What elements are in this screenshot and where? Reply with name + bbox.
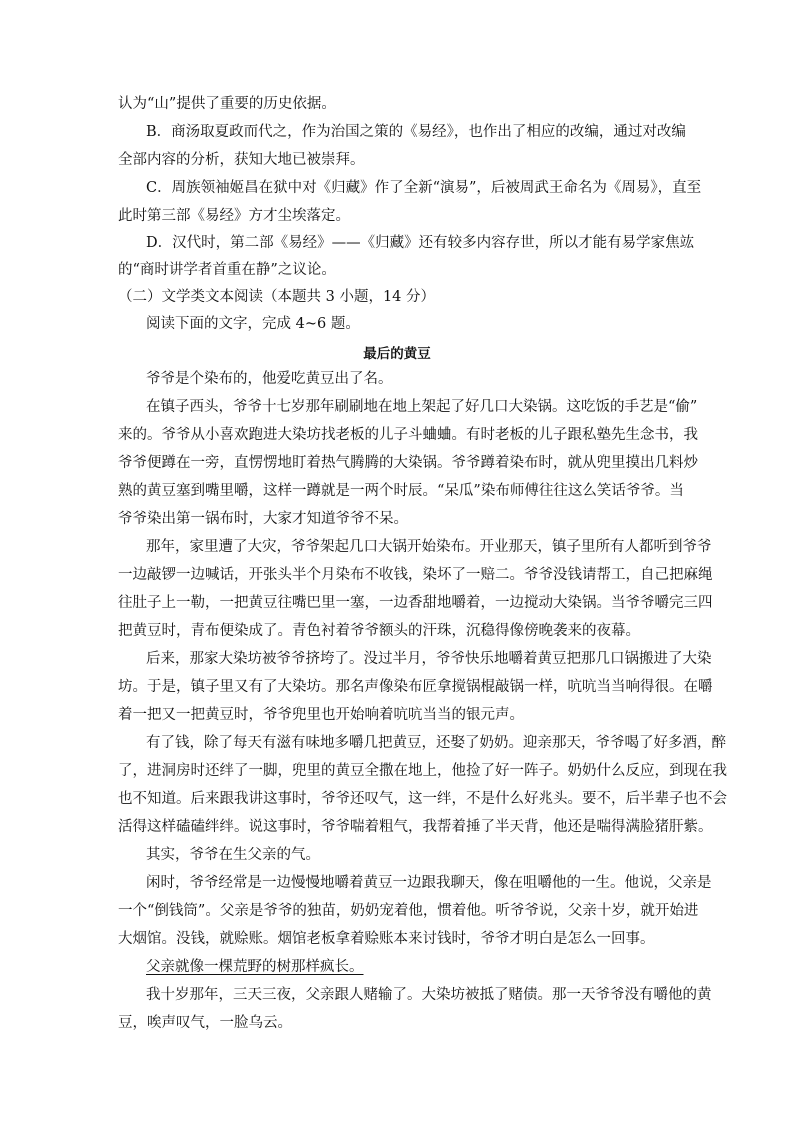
option-c-line: C．周族领袖姬昌在狱中对《归藏》作了全新“演易”，后被周武王命名为《周易》，直至 bbox=[146, 180, 702, 196]
story-line: 闲时，爷爷经常是一边慢慢地嚼着黄豆一边跟我聊天，像在咀嚼他的一生。他说，父亲是 bbox=[146, 875, 712, 891]
option-b-line: 全部内容的分析，获知大地已被崇拜。 bbox=[118, 152, 365, 168]
underlined-sentence bbox=[146, 957, 706, 977]
story-line: 熟的黄豆塞到嘴里嚼，这样一蹲就是一两个时辰。“呆瓜”染布师傅往往这么笑话爷爷。当 bbox=[118, 483, 684, 499]
story-line: 那年，家里遭了大灾，爷爷架起几口大锅开始染布。开业那天，镇子里所有人都听到爷爷 bbox=[146, 539, 712, 555]
story-line: 大烟馆。没钱，就赊账。烟馆老板拿着赊账本来讨钱时，爷爷才明白是怎么一回事。 bbox=[118, 931, 655, 947]
option-d-line: D．汉代时，第二部《易经》——《归藏》还有较多内容存世，所以才能有易学家焦竑 bbox=[146, 235, 695, 251]
story-line: 着一把又一把黄豆时，爷爷兜里也开始响着吭吭当当的银元声。 bbox=[118, 707, 524, 723]
story-line: 来的。爷爷从小喜欢跑进大染坊找老板的儿子斗蛐蛐。有时老板的儿子跟私塾先生念书，我 bbox=[118, 427, 698, 443]
story-title: 最后的黄豆 bbox=[363, 346, 431, 362]
option-d-line: 的“商时讲学者首重在静”之议论。 bbox=[118, 262, 336, 278]
story-line: 在镇子西头，爷爷十七岁那年刷刷地在地上架起了好几口大染锅。这吃饭的手艺是“偷” bbox=[146, 399, 698, 415]
story-line: 爷爷便蹲在一旁，直愣愣地盯着热气腾腾的大染锅。爷爷蹲着染布时，就从兜里摸出几料炒 bbox=[118, 455, 698, 471]
story-line: 也不知道。后来跟我讲这事时，爷爷还叹气，这一绊，不是什么好兆头。要不，后半辈子也不会 bbox=[118, 791, 727, 807]
story-line: 坊。于是，镇子里又有了大染坊。那名声像染布匠拿搅锅棍敲锅一样，吭吭当当响得很。在嚼 bbox=[118, 679, 713, 695]
section-heading: （二）文学类文本阅读（本题共 3 小题，14 分） bbox=[118, 289, 436, 305]
option-b-line: B．商汤取夏政而代之，作为治国之策的《易经》，也作出了相应的改编，通过对改编 bbox=[146, 124, 686, 140]
paragraph-line: 认为“山”提供了重要的历史依据。 bbox=[118, 96, 336, 112]
option-c-line: 此时第三部《易经》方才尘埃落定。 bbox=[118, 208, 350, 224]
story-line: 豆，唉声叹气，一脸乌云。 bbox=[118, 1015, 292, 1031]
story-line: 往肚子上一勒，一把黄豆往嘴巴里一塞，一边香甜地嚼着，一边搅动大染锅。当爷爷嚼完三四 bbox=[118, 595, 713, 611]
story-line: 我十岁那年，三天三夜，父亲跟人赌输了。大染坊被抵了赌债。那一天爷爷没有嚼他的黄 bbox=[146, 987, 712, 1003]
story-line: 其实，爷爷在生父亲的气。 bbox=[146, 847, 320, 863]
underlined-text: 父亲就像一棵荒野的树那样疯长。 bbox=[146, 959, 364, 975]
story-line: 把黄豆时，青布便染成了。青色衬着爷爷额头的汗珠，沉稳得像傍晚袭来的夜幕。 bbox=[118, 623, 640, 639]
story-line: 活得这样磕磕绊绊。说这事时，爷爷喘着粗气，我帮着捶了半天背，他还是喘得满脸猪肝紫。 bbox=[118, 819, 713, 835]
story-line: 一边敲锣一边喊话，开张头半个月染布不收钱，染坏了一赔二。爷爷没钱请帮工，自己把麻绳 bbox=[118, 567, 713, 583]
story-line: 爷爷是个染布的，他爱吃黄豆出了名。 bbox=[146, 371, 393, 387]
story-line: 了，进洞房时还绊了一脚，兜里的黄豆全撒在地上，他捡了好一阵子。奶奶什么反应，到现在我 bbox=[118, 763, 727, 779]
story-line: 后来，那家大染坊被爷爷挤垮了。没过半月，爷爷快乐地嚼着黄豆把那几口锅搬进了大染 bbox=[146, 651, 712, 667]
story-line: 爷爷染出第一锅布时，大家才知道爷爷不呆。 bbox=[118, 511, 408, 527]
story-line: 有了钱，除了每天有滋有味地多嚼几把黄豆，还娶了奶奶。迎亲那天，爷爷喝了好多酒，醉 bbox=[146, 735, 726, 751]
story-line: 一个“倒钱筒”。父亲是爷爷的独苗，奶奶宠着他，惯着他。听爷爷说，父亲十岁，就开始进 bbox=[118, 903, 699, 919]
instruction: 阅读下面的文字，完成 4~6 题。 bbox=[146, 316, 360, 332]
